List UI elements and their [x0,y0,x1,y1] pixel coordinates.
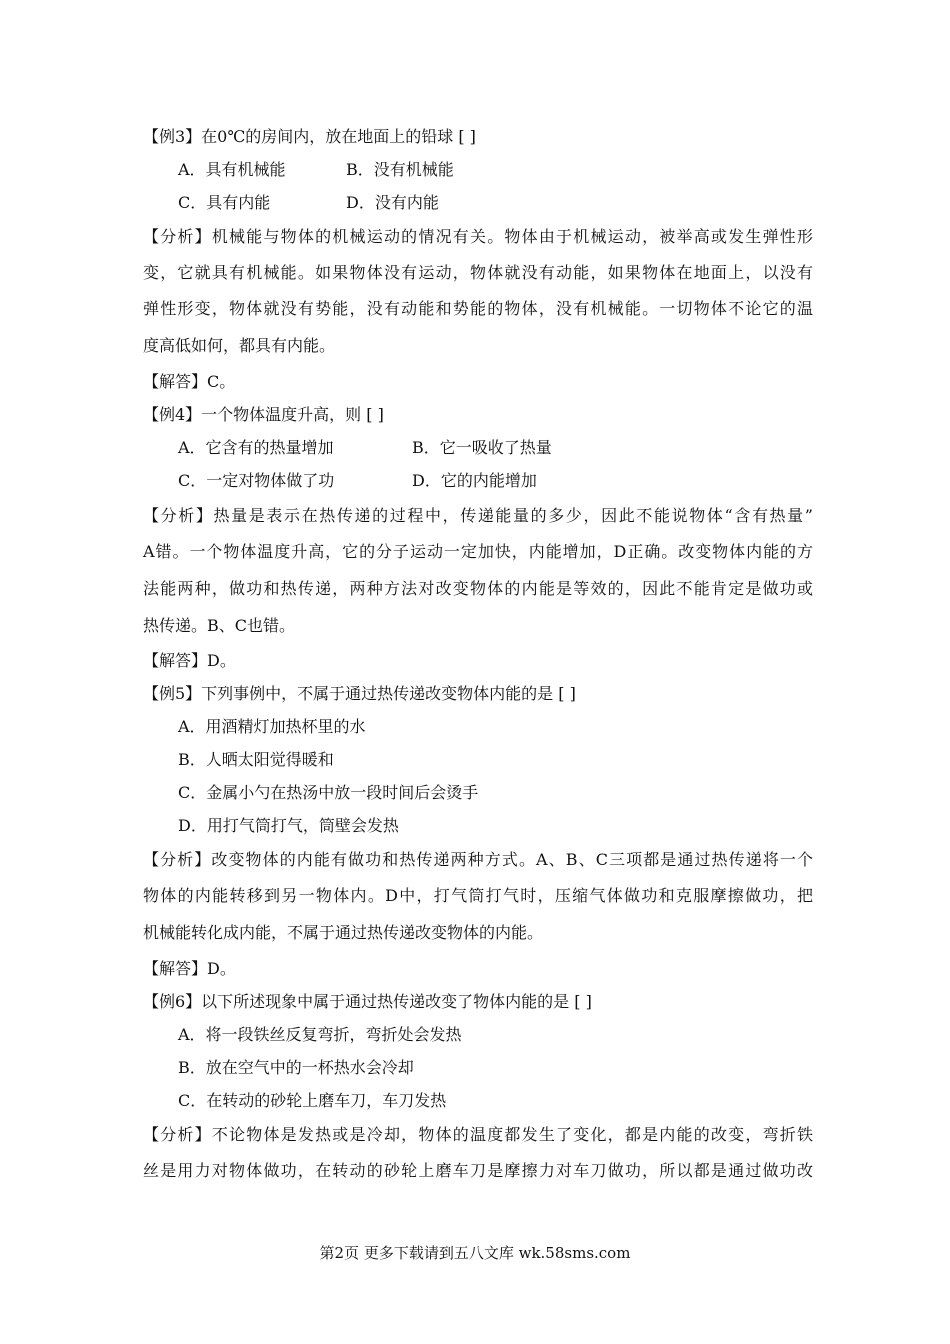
example-3-options-cd [178,192,848,214]
example-6-option-a: A．将一段铁丝反复弯折，弯折处会发热 [178,1025,462,1044]
example-4-analysis-line: A错。一个物体温度升高，它的分子运动一定加快，内能增加，D正确。改变物体内能的方 [143,542,813,561]
example-4-answer: 【解答】D。 [143,651,236,670]
example-3-analysis-line: 【分析】机械能与物体的机械运动的情况有关。物体由于机械运动，被举高或发生弹性形 [143,227,813,246]
example-3-option-d: D．没有内能 [346,193,439,212]
example-5-option-a: A．用酒精灯加热杯里的水 [178,717,366,736]
example-6-analysis-line: 【分析】不论物体是发热或是冷却，物体的温度都发生了变化，都是内能的改变，弯折铁 [143,1125,813,1144]
example-4-option-c: C．一定对物体做了功 [178,471,335,490]
example-4-analysis-line: 法能两种，做功和热传递，两种方法对改变物体的内能是等效的，因此不能肯定是做功或 [143,579,813,598]
example-5-option-d: D．用打气筒打气，筒壁会发热 [178,816,399,835]
page-footer: 第2页 更多下载请到五八文库 wk.58sms.com [319,1244,631,1262]
example-3-option-c: C．具有内能 [178,193,271,212]
example-4-options-cd [178,470,848,492]
example-3-option-b: B．没有机械能 [346,160,454,179]
example-3-analysis-line: 弹性形变，物体就没有势能，没有动能和势能的物体，没有机械能。一切物体不论它的温 [143,299,813,318]
example-5-analysis-line: 机械能转化成内能，不属于通过热传递改变物体的内能。 [143,923,544,942]
example-4-option-a: A．它含有的热量增加 [178,438,334,457]
example-3-option-a: A．具有机械能 [178,160,286,179]
example-4-option-b: B．它一吸收了热量 [412,438,552,457]
example-5-option-c: C．金属小勺在热汤中放一段时间后会烫手 [178,783,479,802]
example-5-analysis-line: 【分析】改变物体的内能有做功和热传递两种方式。A、B、C三项都是通过热传递将一个 [143,850,813,869]
example-3-analysis-line: 度高低如何，都具有内能。 [143,336,336,355]
example-6-option-b: B．放在空气中的一杯热水会冷却 [178,1058,414,1077]
example-5-title: 【例5】下列事例中，不属于通过热传递改变物体内能的是 [ ] [143,684,576,703]
example-6-title: 【例6】以下所述现象中属于通过热传递改变了物体内能的是 [ ] [143,992,592,1011]
example-3-options-ab [178,159,848,181]
example-3-title: 【例3】在0℃的房间内，放在地面上的铅球 [ ] [143,127,476,146]
example-6-analysis-line: 丝是用力对物体做功，在转动的砂轮上磨车刀是摩擦力对车刀做功，所以都是通过做功改 [143,1161,813,1180]
example-5-option-b: B．人晒太阳觉得暖和 [178,750,334,769]
example-5-analysis-line: 物体的内能转移到另一物体内。D中，打气筒打气时，压缩气体做功和克服摩擦做功，把 [143,886,813,905]
example-4-analysis-line: 热传递。B、C也错。 [143,616,296,635]
example-4-analysis-line: 【分析】热量是表示在热传递的过程中，传递能量的多少，因此不能说物体“含有热量” [143,506,813,525]
example-5-answer: 【解答】D。 [143,959,236,978]
example-3-analysis-line: 变，它就具有机械能。如果物体没有运动，物体就没有动能，如果物体在地面上，以没有 [143,263,813,282]
example-6-option-c: C．在转动的砂轮上磨车刀，车刀发热 [178,1091,447,1110]
example-4-title: 【例4】一个物体温度升高，则 [ ] [143,405,384,424]
example-4-option-d: D．它的内能增加 [412,471,537,490]
example-3-answer: 【解答】C。 [143,372,236,391]
example-4-options-ab [178,437,848,459]
